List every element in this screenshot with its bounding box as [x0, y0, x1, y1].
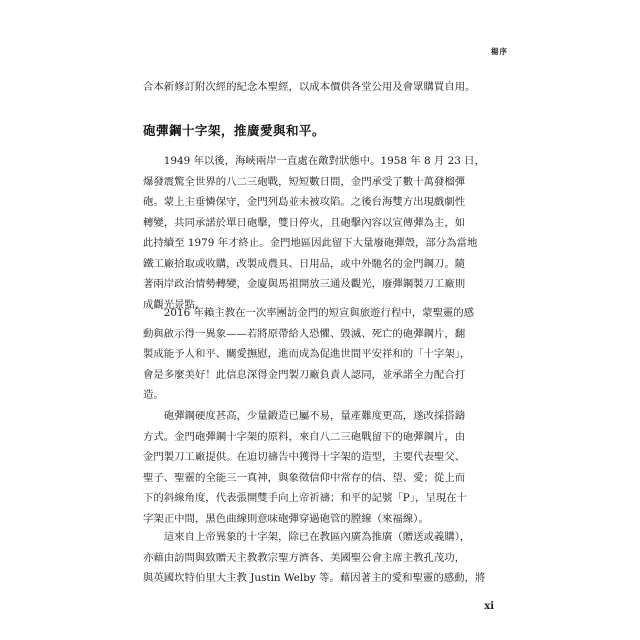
- text-line: 爆發震驚全世界的八二三砲戰，短短數日間，金門承受了數十萬發榴彈: [143, 175, 466, 188]
- text-line: 動與啟示得一異象——若將原帶給人恐懼、毀滅、死亡的砲彈鋼片，翻: [143, 327, 466, 340]
- page-number: xi: [484, 601, 494, 612]
- running-head: 楊序: [491, 47, 508, 56]
- paragraph-2: [143, 303, 499, 406]
- text-line: 下的斜線角度，代表張開雙手向上帝祈禱；和平的記號「P」，呈現在十: [143, 492, 467, 504]
- text-line: 方式。金門砲彈鋼十字架的原料，來自八二三砲戰留下的砲彈鋼片，由: [143, 430, 466, 443]
- text-line: 製成能予人和平、關愛撫慰，進而成為促進世間平安祥和的「十字架」，: [143, 348, 471, 360]
- text-line: 2016 年賴主教在一次率團訪金門的短宣與旅遊行程中，蒙聖靈的感: [143, 307, 475, 319]
- paragraph-1: [143, 151, 499, 315]
- text-line: 此持續至 1979 年才終止。金門地區因此留下大量廢砲彈殼，部分為當地: [143, 237, 478, 249]
- text-line: 這來自上帝異象的十字架，除已在教區內廣為推廣（贈送或義購），: [143, 531, 471, 543]
- section-heading: 砲彈鋼十字架，推廣愛與和平。: [143, 123, 326, 138]
- text-line: 砲彈鋼硬度甚高，少量鍛造已屬不易，量產難度更高，遂改採搭鑄: [143, 410, 466, 422]
- paragraph-3: [143, 406, 499, 529]
- text-line: 造。: [143, 389, 164, 401]
- intro-paragraph: [143, 77, 499, 98]
- text-line: 著兩岸政治情勢轉變，金廈與馬祖開放三通及觀光，廢彈鋼製刀工廠則: [143, 278, 466, 290]
- text-line: 聖子、聖靈的全能三一真神，與象徵信仰中常存的信、望、愛；從上而: [143, 471, 466, 484]
- text-line: 金門製刀工廠提供。在迫切禱告中獲得十字架的造型，主要代表聖父、: [143, 451, 466, 463]
- text-line: 轉變，共同承諾於單日砲擊，雙日停火，且砲擊內容以宣傳彈為主，如: [143, 216, 466, 229]
- text-line: 砲。蒙上主垂憐保守，金門列島並未被攻陷。之後台海雙方出現戲劇性: [143, 196, 466, 208]
- text-line: 會是多麼美好！此信息深得金門製刀廠負責人認同，並承諾全力配合打: [143, 368, 466, 381]
- text-line: 亦藉由訪問與致贈天主教教宗聖方濟各、美國聖公會主席主教孔茂功，: [143, 551, 466, 564]
- text-line: 鐵工廠拾取或收購，改製成農具、日用品，或中外馳名的金門鋼刀。隨: [143, 257, 466, 270]
- text-line: 字架正中間，黑色曲線則意味砲彈穿過砲管的膛線（來福線）。: [143, 512, 429, 525]
- text-line: 與英國坎特伯里大主教 Justin Welby 等。藉因著主的愛和聖靈的感動，將: [143, 572, 486, 584]
- text-line: 合本新修訂附次經的紀念本聖經，以成本價供各堂公用及會眾購買自用。: [143, 81, 476, 93]
- text-line: 成觀光景點。: [143, 298, 206, 311]
- text-line: 1949 年以後，海峽兩岸一直處在敵對狀態中。1958 年 8 月 23 日，: [143, 155, 485, 167]
- paragraph-4: [143, 527, 499, 589]
